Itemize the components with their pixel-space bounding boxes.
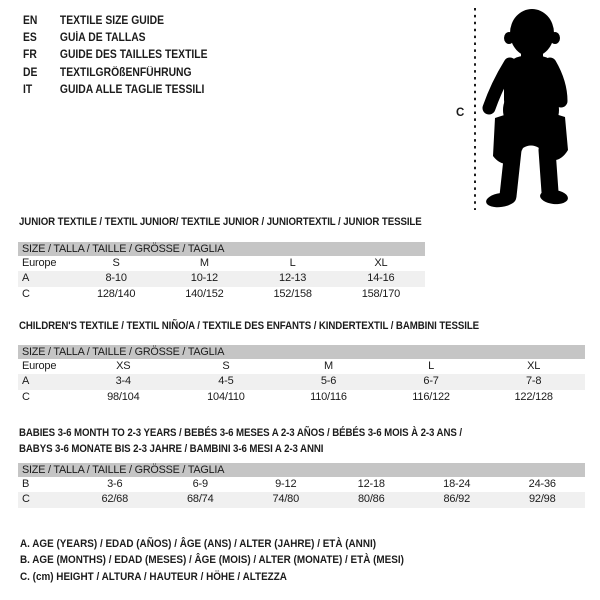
size-cell: XL — [374, 257, 388, 269]
size-cell: 74/80 — [272, 493, 300, 506]
junior-size-table — [18, 242, 425, 302]
size-cell: 140/152 — [185, 287, 224, 300]
size-cell: 9-12 — [275, 478, 297, 490]
table-row — [18, 492, 585, 507]
size-cell: 24-36 — [528, 478, 556, 490]
language-label: GUIDA ALLE TAGLIE TESSILI — [59, 83, 205, 96]
size-cell: 152/158 — [273, 287, 312, 300]
size-header-bar: SIZE / TALLA / TAILLE / GRÖSSE / TAGLIA — [18, 242, 425, 256]
size-cell: L — [428, 360, 435, 372]
note-age-months: B. AGE (MONTHS) / EDAD (MESES) / ÂGE (MOIS) / ALTER (MONATE) / ETÀ (MESI) — [20, 554, 404, 567]
row-label: C — [22, 493, 30, 506]
legend-notes — [20, 536, 447, 585]
babies-table-title-line1: BABIES 3-6 MONTH TO 2-3 YEARS / BEBÉS 3-6 MESES A 2-3 AÑOS / BÉBÉS 3-6 MOIS À 2-3 ANS / — [19, 427, 462, 439]
size-cell: 110/116 — [310, 390, 347, 403]
language-code: IT — [23, 83, 33, 96]
height-measure-label: C — [456, 107, 465, 119]
note-age-years: A. AGE (YEARS) / EDAD (AÑOS) / ÂGE (ANS) / ALTER (JAHRE) / ETÀ (ANNI) — [20, 538, 377, 550]
language-code: FR — [23, 49, 37, 62]
table-row — [18, 271, 425, 286]
size-cell: 122/128 — [514, 390, 553, 403]
language-code: DE — [23, 66, 38, 79]
row-label: A — [22, 375, 30, 388]
size-cell: 6-7 — [423, 375, 439, 388]
size-cell: 104/110 — [207, 390, 245, 403]
language-row-es — [23, 30, 208, 47]
size-cell: 68/74 — [186, 493, 214, 506]
size-cell: 3-6 — [107, 478, 123, 490]
table-row — [18, 390, 585, 405]
language-label: TEXTILGRÖßENFÜHRUNG — [59, 66, 192, 79]
language-label: GUIDE DES TAILLES TEXTILE — [59, 49, 208, 62]
size-cell: 3-4 — [115, 375, 131, 388]
size-cell: 7-8 — [526, 375, 542, 388]
size-cell: 18-24 — [443, 478, 471, 490]
language-code: ES — [23, 32, 37, 45]
size-cell: 86/92 — [443, 493, 471, 506]
row-label: B — [22, 478, 30, 490]
language-row-it — [23, 82, 208, 99]
size-header-bar: SIZE / TALLA / TAILLE / GRÖSSE / TAGLIA — [18, 463, 585, 477]
size-cell: 80/86 — [357, 493, 385, 506]
size-cell: XS — [116, 360, 131, 372]
size-cell: 62/68 — [101, 493, 129, 506]
size-cell: M — [199, 257, 209, 269]
size-cell: 4-5 — [218, 375, 234, 388]
language-label: GUÍA DE TALLAS — [59, 32, 146, 45]
size-cell: 5-6 — [320, 375, 337, 388]
size-header-bar: SIZE / TALLA / TAILLE / GRÖSSE / TAGLIA — [18, 345, 585, 359]
babies-table-title-line2: BABYS 3-6 MONATE BIS 2-3 JAHRE / BAMBINI 3-6 MESI A 2-3 ANNI — [19, 443, 324, 455]
row-label: C — [22, 287, 30, 300]
size-cell: XL — [527, 360, 541, 372]
size-cell: 92/98 — [528, 493, 556, 506]
size-cell: 98/104 — [107, 390, 140, 403]
row-label: C — [22, 390, 30, 403]
row-label: A — [22, 272, 30, 285]
children-size-table — [18, 345, 585, 405]
size-cell: 158/170 — [361, 287, 401, 300]
table-row — [18, 477, 585, 492]
babies-size-table — [18, 463, 585, 508]
table-row — [18, 359, 585, 374]
language-guide-list — [23, 13, 228, 99]
language-row-en — [23, 13, 208, 30]
size-cell: L — [289, 257, 296, 269]
size-cell: 8-10 — [105, 272, 127, 285]
size-cell: 116/122 — [412, 390, 450, 403]
table-row — [18, 256, 425, 271]
size-cell: 14-16 — [367, 272, 395, 285]
table-row — [18, 374, 585, 389]
size-cell: S — [112, 257, 120, 269]
baby-silhouette — [485, 9, 568, 209]
size-cell: 10-12 — [190, 272, 218, 285]
row-label: Europe — [22, 360, 57, 372]
table-row — [18, 287, 425, 302]
size-cell: M — [324, 360, 333, 372]
language-row-fr — [23, 47, 208, 64]
size-cell: 6-9 — [192, 478, 208, 490]
row-label: Europe — [22, 257, 57, 269]
language-label: TEXTILE SIZE GUIDE — [59, 15, 164, 27]
junior-table-title: JUNIOR TEXTILE / TEXTIL JUNIOR/ TEXTILE JUNIOR / JUNIORTEXTIL / JUNIOR TESSILE — [19, 216, 422, 228]
language-code: EN — [23, 15, 38, 27]
language-row-de — [23, 65, 208, 82]
children-table-title: CHILDREN'S TEXTILE / TEXTIL NIÑO/A / TEXTILE DES ENFANTS / KINDERTEXTIL / BAMBINI TESSILE — [19, 320, 480, 332]
size-cell: S — [222, 360, 230, 372]
size-cell: 12-18 — [357, 478, 385, 490]
size-cell: 12-13 — [279, 272, 307, 285]
note-height: C. (cm) HEIGHT / ALTURA / HAUTEUR / HÖHE / ALTEZZA — [20, 570, 287, 583]
size-cell: 128/140 — [96, 287, 136, 300]
